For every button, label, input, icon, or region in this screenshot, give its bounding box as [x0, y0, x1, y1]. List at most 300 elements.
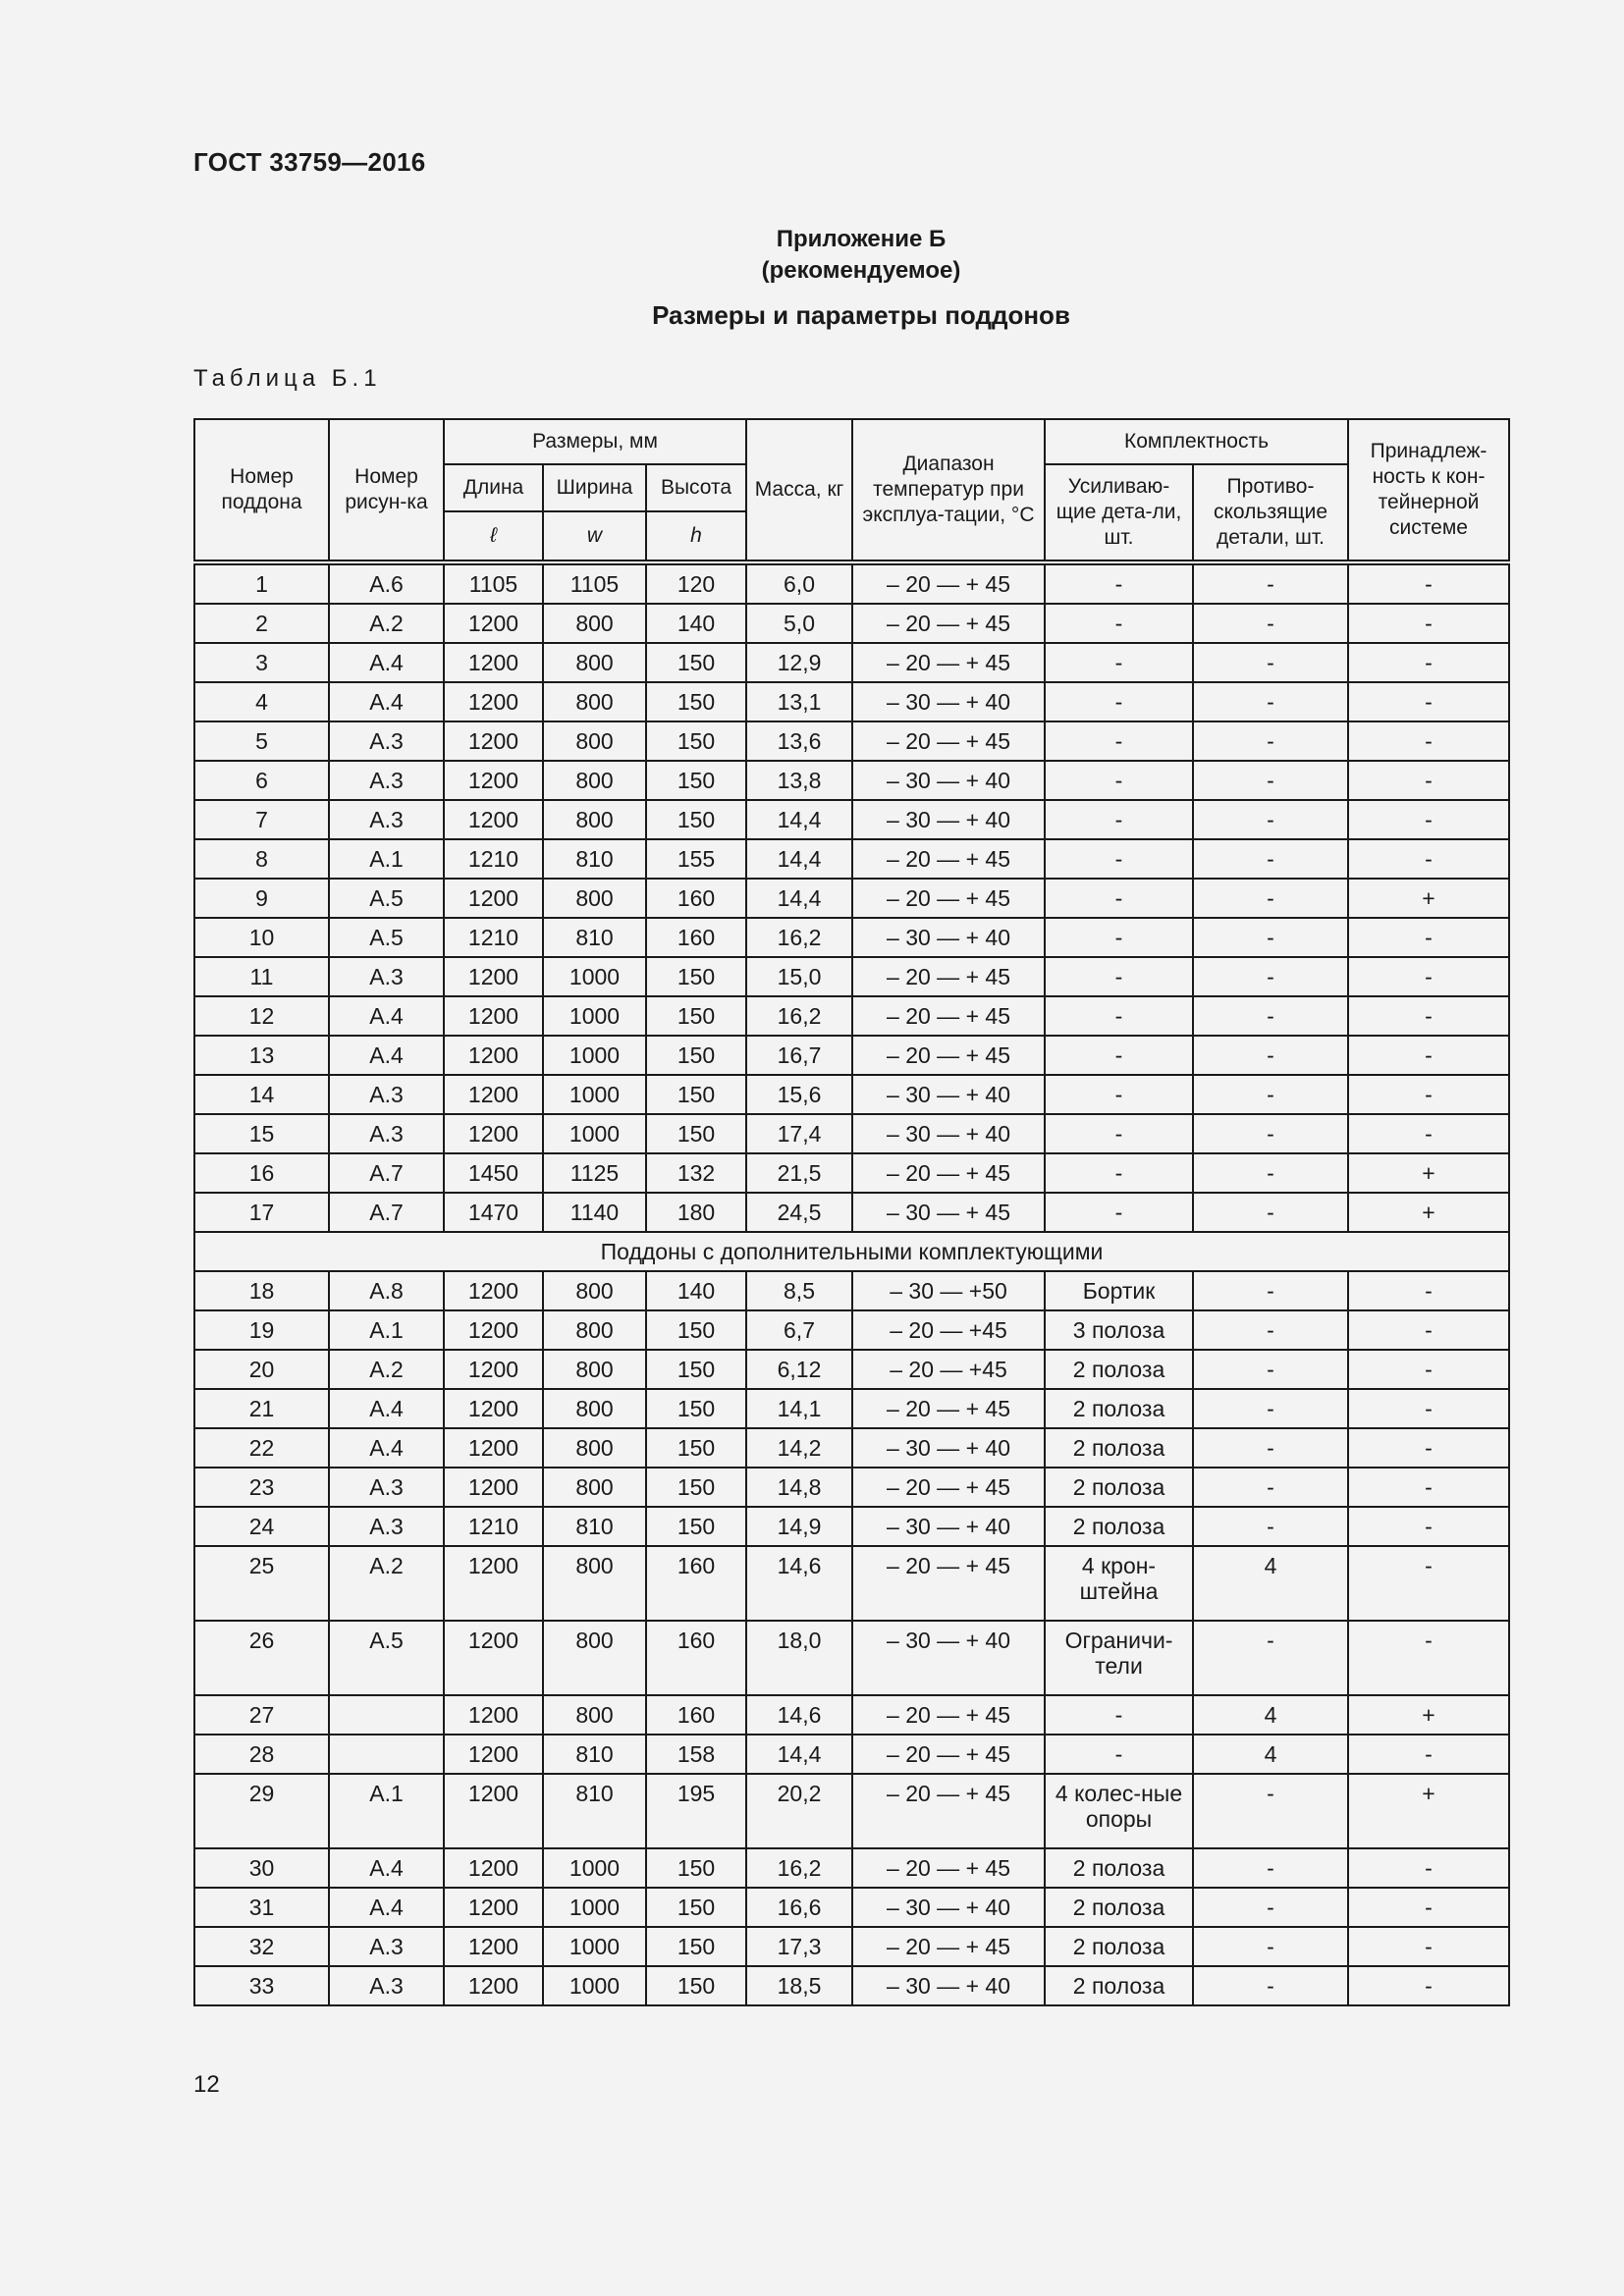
table-cell: 30 [194, 1848, 329, 1888]
table-cell: 1210 [444, 1507, 543, 1546]
table-cell: – 20 — + 45 [852, 1774, 1045, 1848]
table-cell: - [1193, 800, 1348, 839]
table-cell: А.1 [329, 839, 444, 879]
table-cell: - [1348, 1428, 1509, 1468]
table-cell: - [1348, 1927, 1509, 1966]
table-cell: - [1045, 879, 1193, 918]
header-length-symbol: ℓ [444, 511, 543, 562]
table-cell: 150 [646, 1848, 746, 1888]
table-cell: 1470 [444, 1193, 543, 1232]
table-cell: - [1348, 996, 1509, 1036]
table-cell: - [1193, 721, 1348, 761]
table-cell: 150 [646, 1888, 746, 1927]
table-cell: 180 [646, 1193, 746, 1232]
table-row [194, 1774, 1509, 1848]
header-pallet-no: Номер поддона [194, 419, 329, 562]
table-row [194, 1507, 1509, 1546]
table-cell: 1200 [444, 643, 543, 682]
table-cell: 1200 [444, 1271, 543, 1310]
table-row [194, 1350, 1509, 1389]
table-cell: + [1348, 1774, 1509, 1848]
table-cell: – 20 — + 45 [852, 1036, 1045, 1075]
table-cell: 150 [646, 1310, 746, 1350]
table-cell: А.2 [329, 1350, 444, 1389]
table-cell: - [1348, 1310, 1509, 1350]
table-cell: - [1193, 1966, 1348, 2005]
table-cell: – 30 — + 40 [852, 1507, 1045, 1546]
table-cell: 800 [543, 761, 646, 800]
table-cell: - [1193, 1310, 1348, 1350]
table-cell: 810 [543, 1507, 646, 1546]
table-cell: – 20 — + 45 [852, 1389, 1045, 1428]
table-cell: - [1045, 1153, 1193, 1193]
table-cell: – 20 — + 45 [852, 996, 1045, 1036]
table-cell: 1200 [444, 1389, 543, 1428]
table-cell: 14,8 [746, 1468, 852, 1507]
table-cell: - [1193, 1075, 1348, 1114]
table-cell: - [1348, 1848, 1509, 1888]
table-cell: - [1045, 957, 1193, 996]
table-cell: – 20 — + 45 [852, 562, 1045, 604]
table-row [194, 1888, 1509, 1927]
table-cell: 1200 [444, 879, 543, 918]
table-cell: 2 полоза [1045, 1927, 1193, 1966]
appendix-status: (рекомендуемое) [761, 257, 961, 284]
table-cell: 3 [194, 643, 329, 682]
table-cell: 1200 [444, 682, 543, 721]
table-cell: 1000 [543, 1114, 646, 1153]
table-cell: 27 [194, 1695, 329, 1735]
table-row [194, 1735, 1509, 1774]
header-kit: Комплектность [1045, 419, 1348, 464]
table-cell: 800 [543, 682, 646, 721]
table-cell: - [1045, 1695, 1193, 1735]
table-cell: – 20 — + 45 [852, 1927, 1045, 1966]
table-cell: - [1045, 1075, 1193, 1114]
table-cell: 26 [194, 1621, 329, 1695]
table-cell: - [1348, 839, 1509, 879]
table-cell: 1200 [444, 1114, 543, 1153]
table-row [194, 1468, 1509, 1507]
table-cell: 150 [646, 1428, 746, 1468]
table-cell: – 20 — + 45 [852, 1153, 1045, 1193]
table-cell: 8,5 [746, 1271, 852, 1310]
table-cell: 150 [646, 800, 746, 839]
table-cell [329, 1695, 444, 1735]
table-cell: - [1348, 1075, 1509, 1114]
table-cell: 14,4 [746, 800, 852, 839]
table-cell: 28 [194, 1735, 329, 1774]
table-cell: 132 [646, 1153, 746, 1193]
table-cell: 4 крон-штейна [1045, 1546, 1193, 1621]
table-cell: – 30 — + 40 [852, 1888, 1045, 1927]
table-cell: 4 [1193, 1695, 1348, 1735]
table-cell: 800 [543, 800, 646, 839]
table-cell: 1000 [543, 1966, 646, 2005]
table-cell: 150 [646, 996, 746, 1036]
table-cell: 160 [646, 1546, 746, 1621]
table-cell: + [1348, 1695, 1509, 1735]
table-cell: А.3 [329, 1468, 444, 1507]
table-cell: 810 [543, 1735, 646, 1774]
table-cell: - [1193, 879, 1348, 918]
table-cell: - [1193, 1927, 1348, 1966]
header-length: Длина [444, 464, 543, 511]
table-cell: 1200 [444, 1774, 543, 1848]
table-cell: 1200 [444, 1848, 543, 1888]
table-cell: - [1045, 1735, 1193, 1774]
table-cell: - [1193, 1428, 1348, 1468]
table-cell: 4 колес-ные опоры [1045, 1774, 1193, 1848]
table-cell: - [1045, 918, 1193, 957]
table-cell: 1200 [444, 1468, 543, 1507]
table-cell: 7 [194, 800, 329, 839]
table-cell: 810 [543, 1774, 646, 1848]
table-cell: 33 [194, 1966, 329, 2005]
table-row [194, 1310, 1509, 1350]
table-cell: 150 [646, 1114, 746, 1153]
table-cell: 120 [646, 562, 746, 604]
table-cell: – 20 — + 45 [852, 604, 1045, 643]
table-cell: 1000 [543, 996, 646, 1036]
table-cell: 150 [646, 1468, 746, 1507]
table-cell: 810 [543, 839, 646, 879]
table-cell: 2 полоза [1045, 1350, 1193, 1389]
table-cell: - [1348, 1271, 1509, 1310]
table-cell: 3 полоза [1045, 1310, 1193, 1350]
header-reinforcing: Усиливаю-щие дета-ли, шт. [1045, 464, 1193, 562]
table-cell: 14,4 [746, 879, 852, 918]
header-temp-range: Диапазон температур при эксплуа-тации, °С [852, 419, 1045, 562]
table-cell: 1000 [543, 1888, 646, 1927]
table-cell: 155 [646, 839, 746, 879]
table-cell: 150 [646, 1036, 746, 1075]
table-cell: - [1193, 1114, 1348, 1153]
table-cell: 6,7 [746, 1310, 852, 1350]
table-cell: 150 [646, 1075, 746, 1114]
table-cell: А.5 [329, 918, 444, 957]
table-cell: - [1045, 839, 1193, 879]
table-cell: 800 [543, 1468, 646, 1507]
table-cell: 150 [646, 1927, 746, 1966]
table-cell: А.7 [329, 1193, 444, 1232]
table-cell: 4 [1193, 1735, 1348, 1774]
table-cell: – 20 — + 45 [852, 643, 1045, 682]
table-cell: - [1193, 1153, 1348, 1193]
table-cell: А.3 [329, 1075, 444, 1114]
table-cell: 1000 [543, 1036, 646, 1075]
pallet-table-container [193, 418, 1508, 2006]
table-cell: 1450 [444, 1153, 543, 1193]
table-cell: - [1193, 1848, 1348, 1888]
table-cell: 1200 [444, 1310, 543, 1350]
table-cell: 12,9 [746, 643, 852, 682]
table-cell: 1200 [444, 996, 543, 1036]
table-cell: 1200 [444, 1621, 543, 1695]
table-cell: - [1348, 1468, 1509, 1507]
table-row [194, 682, 1509, 721]
table-row [194, 604, 1509, 643]
table-cell: – 30 — + 40 [852, 918, 1045, 957]
table-cell: - [1193, 1774, 1348, 1848]
table-cell: – 30 — + 40 [852, 1075, 1045, 1114]
table-cell: 1200 [444, 1546, 543, 1621]
table-cell: - [1348, 562, 1509, 604]
table-cell: 800 [543, 1350, 646, 1389]
table-cell: 14,9 [746, 1507, 852, 1546]
header-height: Высота [646, 464, 746, 511]
table-cell: А.3 [329, 957, 444, 996]
table-cell: 13,8 [746, 761, 852, 800]
table-cell: 14,2 [746, 1428, 852, 1468]
table-cell: - [1193, 1389, 1348, 1428]
table-cell: 16,6 [746, 1888, 852, 1927]
header-width: Ширина [543, 464, 646, 511]
appendix-title: Размеры и параметры поддонов [652, 300, 1070, 330]
table-cell: 810 [543, 918, 646, 957]
table-cell: 18,0 [746, 1621, 852, 1695]
table-cell: 6,0 [746, 562, 852, 604]
table-cell: 1200 [444, 721, 543, 761]
table-row [194, 957, 1509, 996]
table-cell: 160 [646, 1695, 746, 1735]
table-cell: - [1193, 643, 1348, 682]
table-cell: А.7 [329, 1153, 444, 1193]
table-cell: А.1 [329, 1310, 444, 1350]
table-cell: 16,2 [746, 918, 852, 957]
table-cell: - [1348, 1546, 1509, 1621]
table-cell: 13,1 [746, 682, 852, 721]
table-cell: 1000 [543, 1075, 646, 1114]
table-cell: 15,6 [746, 1075, 852, 1114]
table-cell: А.3 [329, 721, 444, 761]
table-cell: 14,4 [746, 1735, 852, 1774]
table-cell: 800 [543, 1271, 646, 1310]
table-cell: 1105 [543, 562, 646, 604]
table-row [194, 1546, 1509, 1621]
table-row [194, 1848, 1509, 1888]
table-cell: 1000 [543, 1848, 646, 1888]
table-cell: – 30 — + 40 [852, 1428, 1045, 1468]
table-cell: - [1348, 800, 1509, 839]
table-row [194, 1621, 1509, 1695]
table-row [194, 1075, 1509, 1114]
table-cell: 32 [194, 1927, 329, 1966]
table-cell: – 30 — + 40 [852, 1114, 1045, 1153]
table-cell: – 20 — + 45 [852, 1848, 1045, 1888]
table-cell: - [1348, 721, 1509, 761]
table-cell: - [1348, 957, 1509, 996]
table-cell: - [1193, 996, 1348, 1036]
table-cell: 800 [543, 879, 646, 918]
table-cell: 2 полоза [1045, 1966, 1193, 2005]
table-cell: 1210 [444, 918, 543, 957]
table-cell: - [1045, 682, 1193, 721]
table-cell: 29 [194, 1774, 329, 1848]
table-cell: – 30 — + 40 [852, 761, 1045, 800]
table-cell: 17 [194, 1193, 329, 1232]
table-cell: – 20 — +45 [852, 1350, 1045, 1389]
table-cell: 1200 [444, 1036, 543, 1075]
table-cell: 800 [543, 1546, 646, 1621]
section-row [194, 1232, 1509, 1271]
table-cell: - [1193, 604, 1348, 643]
table-cell: – 30 — + 45 [852, 1193, 1045, 1232]
table-cell: Бортик [1045, 1271, 1193, 1310]
table-cell: 12 [194, 996, 329, 1036]
table-cell: 150 [646, 1966, 746, 2005]
table-cell: А.3 [329, 1966, 444, 2005]
table-cell: - [1045, 996, 1193, 1036]
table-row [194, 1153, 1509, 1193]
table-row [194, 1966, 1509, 2005]
table-cell: 13 [194, 1036, 329, 1075]
table-cell: 2 полоза [1045, 1428, 1193, 1468]
table-cell: + [1348, 1153, 1509, 1193]
table-cell: – 20 — + 45 [852, 957, 1045, 996]
table-cell: - [1348, 1621, 1509, 1695]
table-cell: - [1348, 682, 1509, 721]
table-cell: 14,6 [746, 1546, 852, 1621]
table-cell: 1200 [444, 1927, 543, 1966]
table-cell: 800 [543, 643, 646, 682]
table-cell: - [1045, 1114, 1193, 1153]
table-cell: 9 [194, 879, 329, 918]
table-cell: 2 полоза [1045, 1888, 1193, 1927]
table-cell: А.4 [329, 1888, 444, 1927]
table-row [194, 879, 1509, 918]
table-cell: - [1348, 643, 1509, 682]
table-row [194, 800, 1509, 839]
table-cell: А.8 [329, 1271, 444, 1310]
table-cell: 800 [543, 721, 646, 761]
table-cell: 14 [194, 1075, 329, 1114]
table-row [194, 1389, 1509, 1428]
table-cell: - [1193, 1271, 1348, 1310]
table-cell: 6 [194, 761, 329, 800]
table-cell: 15,0 [746, 957, 852, 996]
table-cell: 800 [543, 1621, 646, 1695]
table-cell: 1000 [543, 957, 646, 996]
table-cell: 160 [646, 1621, 746, 1695]
table-cell: 15 [194, 1114, 329, 1153]
header-container: Принадлеж-ность к кон-тейнерной системе [1348, 419, 1509, 562]
appendix-label: Приложение Б [776, 226, 947, 252]
table-cell: 1200 [444, 761, 543, 800]
table-cell: 4 [1193, 1546, 1348, 1621]
table-cell: 8 [194, 839, 329, 879]
pallet-table-body [194, 562, 1509, 2005]
table-cell: - [1193, 839, 1348, 879]
table-cell: - [1348, 1036, 1509, 1075]
header-width-symbol: w [543, 511, 646, 562]
table-cell: 1200 [444, 1966, 543, 2005]
table-cell: - [1045, 1193, 1193, 1232]
table-row [194, 1927, 1509, 1966]
table-row [194, 1695, 1509, 1735]
table-cell: 2 полоза [1045, 1848, 1193, 1888]
table-cell: Ограничи-тели [1045, 1621, 1193, 1695]
document-standard-header: ГОСТ 33759—2016 [193, 147, 426, 177]
table-row [194, 996, 1509, 1036]
pallet-table [193, 418, 1510, 2006]
table-cell: 150 [646, 1507, 746, 1546]
table-cell: 20 [194, 1350, 329, 1389]
table-cell: А.4 [329, 643, 444, 682]
table-cell: 1200 [444, 1735, 543, 1774]
table-row [194, 562, 1509, 604]
table-cell: - [1193, 918, 1348, 957]
table-cell: 1200 [444, 1695, 543, 1735]
table-cell: А.3 [329, 800, 444, 839]
table-cell: – 20 — + 45 [852, 1468, 1045, 1507]
table-cell: А.2 [329, 604, 444, 643]
table-cell: 800 [543, 1695, 646, 1735]
table-cell: 6,12 [746, 1350, 852, 1389]
table-cell: 150 [646, 1389, 746, 1428]
table-cell: - [1193, 562, 1348, 604]
table-cell: - [1045, 721, 1193, 761]
table-cell: 17,3 [746, 1927, 852, 1966]
table-cell: А.6 [329, 562, 444, 604]
table-cell: 16,2 [746, 996, 852, 1036]
table-cell: – 20 — + 45 [852, 879, 1045, 918]
table-cell: - [1348, 761, 1509, 800]
table-cell: - [1045, 1036, 1193, 1075]
table-cell: 150 [646, 682, 746, 721]
table-cell: - [1193, 761, 1348, 800]
table-cell: 2 полоза [1045, 1507, 1193, 1546]
table-cell: - [1045, 761, 1193, 800]
table-cell: А.3 [329, 1927, 444, 1966]
table-cell: - [1045, 800, 1193, 839]
table-caption: Таблица Б.1 [193, 365, 382, 392]
table-cell: - [1348, 604, 1509, 643]
table-cell: + [1348, 1193, 1509, 1232]
table-cell: А.1 [329, 1774, 444, 1848]
table-cell: 10 [194, 918, 329, 957]
table-cell: 1140 [543, 1193, 646, 1232]
table-row [194, 1114, 1509, 1153]
table-cell: 24,5 [746, 1193, 852, 1232]
table-cell: - [1193, 1350, 1348, 1389]
table-cell: 22 [194, 1428, 329, 1468]
table-cell: - [1348, 1350, 1509, 1389]
table-row [194, 1271, 1509, 1310]
table-cell: 800 [543, 1310, 646, 1350]
table-cell: 1200 [444, 1075, 543, 1114]
header-height-symbol: h [646, 511, 746, 562]
table-row [194, 1036, 1509, 1075]
table-row [194, 839, 1509, 879]
table-cell: – 30 — + 40 [852, 800, 1045, 839]
table-cell: 1210 [444, 839, 543, 879]
table-cell: 19 [194, 1310, 329, 1350]
table-cell: – 20 — + 45 [852, 721, 1045, 761]
table-cell: – 20 — +45 [852, 1310, 1045, 1350]
table-cell: А.3 [329, 761, 444, 800]
table-cell: 24 [194, 1507, 329, 1546]
table-cell: 14,1 [746, 1389, 852, 1428]
appendix-heading [0, 224, 1624, 287]
table-cell [329, 1735, 444, 1774]
table-cell: 16,7 [746, 1036, 852, 1075]
table-cell: А.5 [329, 1621, 444, 1695]
table-cell: 2 полоза [1045, 1468, 1193, 1507]
table-cell: 158 [646, 1735, 746, 1774]
table-cell: 800 [543, 1428, 646, 1468]
table-cell: – 20 — + 45 [852, 1546, 1045, 1621]
